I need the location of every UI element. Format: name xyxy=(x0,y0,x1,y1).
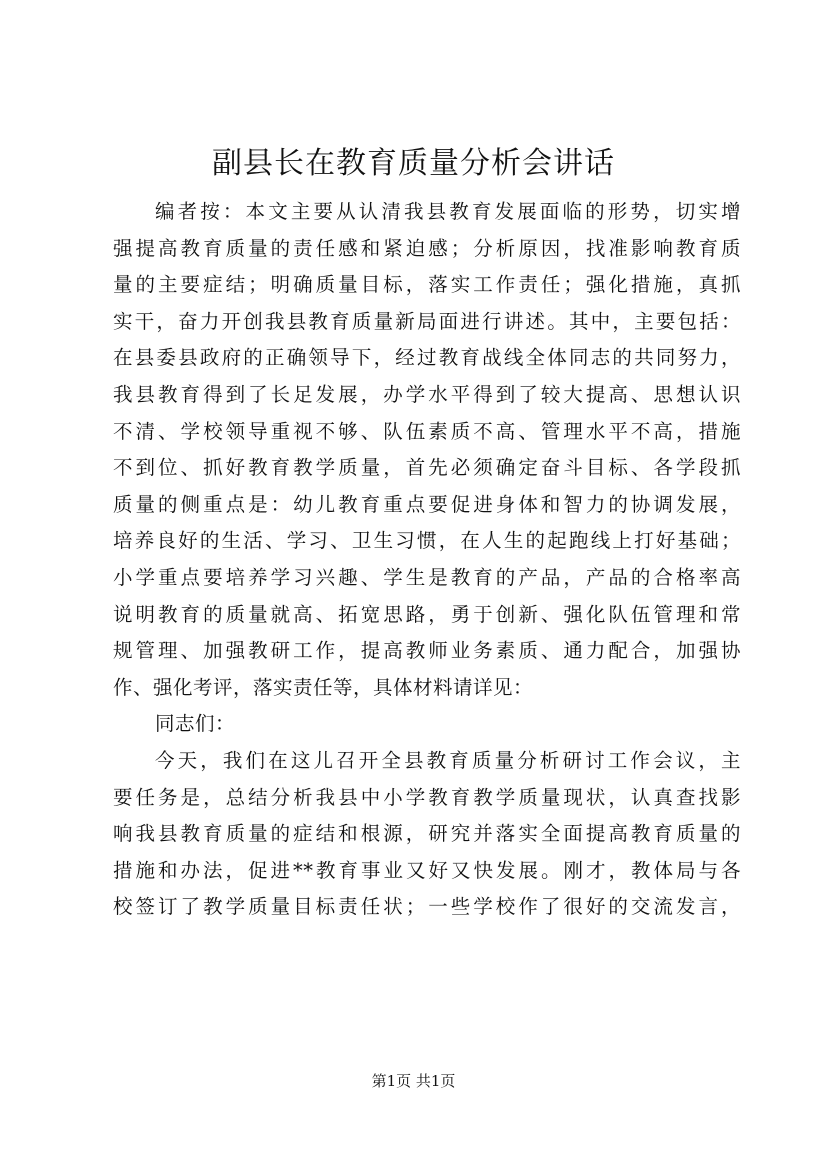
text-line: 要任务是，总结分析我县中小学教育教学质量现状，认真查找影 xyxy=(113,785,741,809)
text-line: 规管理、加强教研工作，提高教师业务素质、通力配合，加强协 xyxy=(113,639,741,663)
text-line: 培养良好的生活、学习、卫生习惯，在人生的起跑线上打好基础； xyxy=(113,529,741,553)
page-footer: 第1页 共1页 xyxy=(371,1072,456,1090)
text-line: 我县教育得到了长足发展，办学水平得到了较大提高、思想认识 xyxy=(113,382,741,406)
text-line: 质量的侧重点是：幼儿教育重点要促进身体和智力的协调发展， xyxy=(113,492,741,516)
text-line: 今天，我们在这儿召开全县教育质量分析研讨工作会议，主 xyxy=(155,748,741,772)
paragraph-speech-opening xyxy=(113,743,741,926)
text-line: 在县委县政府的正确领导下，经过教育战线全体同志的共同努力， xyxy=(113,346,741,370)
text-line: 校签订了教学质量目标责任状；一些学校作了很好的交流发言， xyxy=(113,895,741,919)
text-line: 措施和办法，促进**教育事业又好又快发展。刚才，教体局与各 xyxy=(113,858,741,882)
paragraph-greeting xyxy=(113,706,741,743)
text-line: 同志们： xyxy=(155,712,236,736)
text-line: 编者按：本文主要从认清我县教育发展面临的形势，切实增 xyxy=(155,200,741,223)
text-line: 不到位、抓好教育教学质量，首先必须确定奋斗目标、各学段抓 xyxy=(113,456,741,480)
document-body xyxy=(113,194,741,926)
text-line: 响我县教育质量的症结和根源，研究并落实全面提高教育质量的 xyxy=(113,822,741,846)
document-title: 副县长在教育质量分析会讲话 xyxy=(212,146,615,181)
text-line: 实干，奋力开创我县教育质量新局面进行讲述。其中，主要包括： xyxy=(113,309,741,333)
paragraph-editor-note xyxy=(113,194,741,706)
text-line: 作、强化考评，落实责任等，具体材料请详见： xyxy=(113,675,534,699)
text-line: 量的主要症结；明确质量目标，落实工作责任；强化措施，真抓 xyxy=(113,273,741,297)
text-line: 强提高教育质量的责任感和紧迫感；分析原因，找准影响教育质 xyxy=(113,236,741,260)
text-line: 说明教育的质量就高、拓宽思路，勇于创新、强化队伍管理和常 xyxy=(113,602,741,626)
text-line: 不清、学校领导重视不够、队伍素质不高、管理水平不高，措施 xyxy=(113,419,741,443)
text-line: 小学重点要培养学习兴趣、学生是教育的产品，产品的合格率高 xyxy=(113,565,741,589)
